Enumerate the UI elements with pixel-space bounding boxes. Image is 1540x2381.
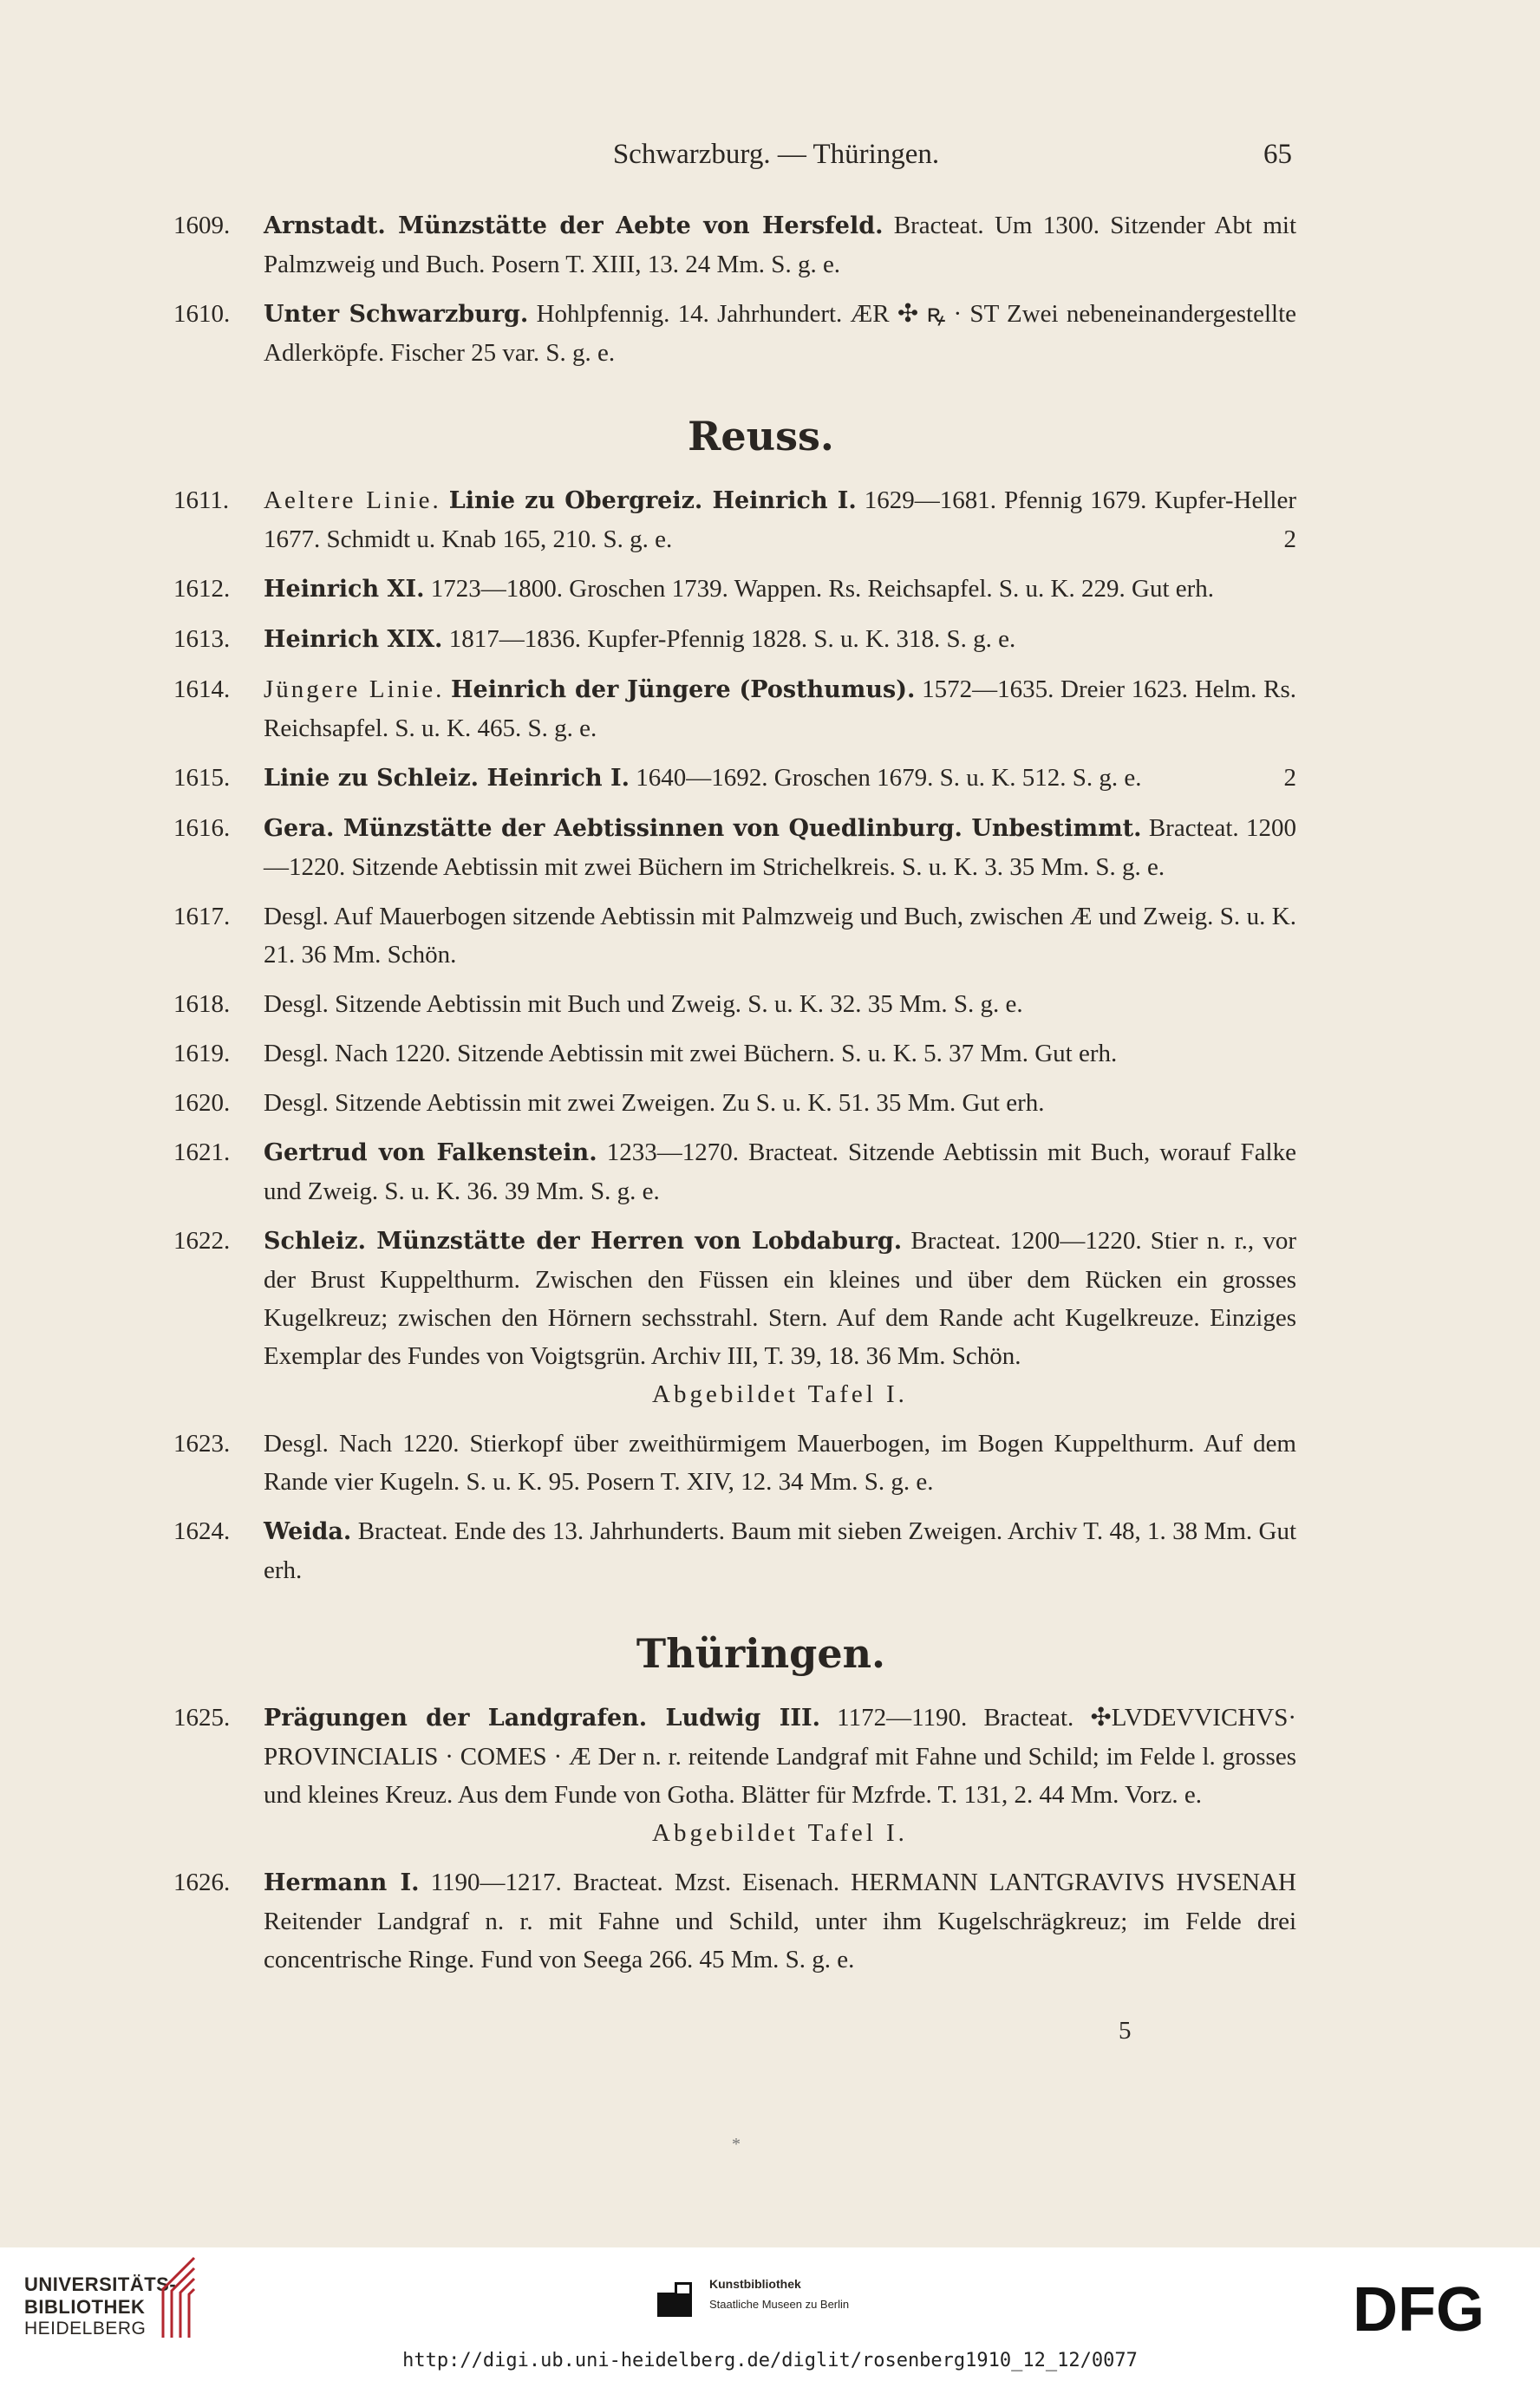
- entry-text: Desgl. Sitzende Aebtissin mit zwei Zweigen. Zu S. u. K. 51. 35 Mm. Gut erh.: [264, 1089, 1045, 1117]
- section-title-thueringen: Thüringen.: [636, 1630, 886, 1677]
- entry-number: 1622.: [173, 1227, 231, 1255]
- entry-text: Jüngere Linie. Heinrich der Jüngere (Posthumus). 1572—1635. Dreier 1623. Helm. Rs. Reichsapfel. S. u. K. 465. S. g. e.: [264, 675, 1296, 742]
- entry-number: 1619.: [173, 1040, 231, 1067]
- running-title: Schwarzburg. — Thüringen.: [612, 139, 940, 170]
- margin-mark: *: [732, 2135, 741, 2154]
- catalog-entry: [173, 295, 1296, 372]
- catalog-entry: [173, 985, 1296, 1023]
- entry-text: Gera. Münzstätte der Aebtissinnen von Quedlinburg. Unbestimmt. Bracteat. 1200—1220. Sitzende Aebtissin mit zwei Büchern im Strichelkreis. S. u. K. 3. 35 Mm. S. g. e.: [264, 814, 1296, 881]
- catalog-entry: [173, 1425, 1296, 1501]
- dfg-logo-text: DFG: [1353, 2277, 1485, 2338]
- entry-number: 1617.: [173, 903, 231, 930]
- entry-number: 1614.: [173, 675, 231, 703]
- dfg-logo[interactable]: [1353, 2277, 1517, 2338]
- entries-thueringen: [173, 1699, 1296, 1979]
- entry-text: Desgl. Sitzende Aebtissin mit Buch und Zweig. S. u. K. 32. 35 Mm. S. g. e.: [264, 990, 1023, 1018]
- entries-schwarzburg: [173, 206, 1296, 372]
- catalog-entry: [173, 809, 1296, 886]
- entry-number: 1612.: [173, 575, 231, 603]
- uni-logo-line1: UNIVERSITÄTS-: [24, 2273, 177, 2295]
- uni-logo-line2: BIBLIOTHEK: [24, 2296, 146, 2318]
- permalink-url[interactable]: http://digi.ub.uni-heidelberg.de/diglit/rosenberg1910_12_12/0077: [402, 2350, 1138, 2371]
- catalog-entry: [173, 759, 1296, 798]
- entries-reuss: [173, 481, 1296, 1589]
- entry-number: 1626.: [173, 1869, 231, 1896]
- entry-text: Heinrich XI. 1723—1800. Groschen 1739. Wappen. Rs. Reichsapfel. S. u. K. 229. Gut erh.: [264, 575, 1215, 603]
- entry-number: 1610.: [173, 300, 231, 328]
- entry-text: Heinrich XIX. 1817—1836. Kupfer-Pfennig 1828. S. u. K. 318. S. g. e.: [264, 625, 1016, 653]
- entry-number: 1613.: [173, 625, 231, 653]
- catalog-entry: [173, 1084, 1296, 1122]
- entry-number: 1618.: [173, 990, 231, 1018]
- catalog-entry: [173, 620, 1296, 659]
- entry-text: Schleiz. Münzstätte der Herren von Lobdaburg. Bracteat. 1200—1220. Stier n. r., vor der Brust Kuppelthurm. Zwischen den Füssen ein kleines und über dem Rücken ein grosses Kugelkreuz; zwischen den Hörnern sechsstrahl. Stern. Auf dem Rande acht Kugelkreuze. Einziges Exemplar des Fundes von Voigtsgrün. Archiv III, T. 39, 18. 36 Mm. Schön. Abgebildet Tafel I.: [264, 1227, 1297, 1408]
- entry-text: Desgl. Nach 1220. Stierkopf über zweithürmigem Mauerbogen, im Bogen Kuppelthurm. Auf dem Rande vier Kugeln. S. u. K. 95. Posern T. XIV, 12. 34 Mm. S. g. e.: [264, 1430, 1296, 1496]
- entry-number: 1609.: [173, 212, 231, 239]
- catalog-entry: [173, 897, 1296, 974]
- entry-number: 1624.: [173, 1517, 231, 1545]
- entry-text: Desgl. Auf Mauerbogen sitzende Aebtissin mit Palmzweig und Buch, zwischen Æ und Zweig. S. u. K. 21. 36 Mm. Schön.: [264, 903, 1296, 969]
- entry-number: 1616.: [173, 814, 231, 842]
- catalog-entry: [173, 206, 1296, 284]
- kunstbibliothek-title: Kunstbibliothek: [709, 2277, 801, 2291]
- kunstbibliothek-subtitle: Staatliche Museen zu Berlin: [709, 2298, 850, 2311]
- catalog-entry: [173, 481, 1296, 558]
- catalog-entry: [173, 570, 1296, 609]
- entry-text: Prägungen der Landgrafen. Ludwig III. 1172—1190. Bracteat. ✣LVDEVVICHVS· PROVINCIALIS · COMES · Æ Der n. r. reitende Landgraf mit Fahne und Schild; im Felde l. grosses und kleines Kreuz. Aus dem Funde von Gotha. Blätter für Mzfrde. T. 131, 2. 44 Mm. Vorz. e. Abgebildet Tafel I.: [264, 1704, 1296, 1847]
- entry-text: Arnstadt. Münzstätte der Aebte von Hersfeld. Bracteat. Um 1300. Sitzender Abt mit Palmzweig und Buch. Posern T. XIII, 13. 24 Mm. S. g. e.: [264, 212, 1297, 278]
- entry-text: Linie zu Schleiz. Heinrich I. 1640—1692. Groschen 1679. S. u. K. 512. S. g. e. 2: [264, 764, 1296, 792]
- footer-bar: [0, 2247, 1540, 2381]
- page-signature: 5: [1119, 2017, 1132, 2045]
- uni-logo-icon: [154, 2254, 198, 2339]
- catalog-entry: [173, 1512, 1296, 1589]
- entry-number: 1621.: [173, 1138, 231, 1166]
- entry-number: 1615.: [173, 764, 231, 792]
- entry-number: 1625.: [173, 1704, 231, 1732]
- entry-number: 1620.: [173, 1089, 231, 1117]
- catalog-entry: [173, 670, 1296, 747]
- catalog-entry: [173, 1222, 1296, 1413]
- entry-text: Weida. Bracteat. Ende des 13. Jahrhunderts. Baum mit sieben Zweigen. Archiv T. 48, 1. 38 Mm. Gut erh.: [264, 1517, 1296, 1584]
- section-title-reuss: Reuss.: [688, 413, 834, 460]
- catalog-entry: [173, 1133, 1296, 1210]
- entry-text: Unter Schwarzburg. Hohlpfennig. 14. Jahrhundert. ÆR ✣ ꝶ · ST Zwei nebeneinandergestellte Adlerköpfe. Fischer 25 var. S. g. e.: [264, 300, 1296, 367]
- entry-number: 1623.: [173, 1430, 231, 1458]
- catalog-entry: [173, 1863, 1296, 1979]
- catalog-entry: [173, 1699, 1296, 1852]
- university-library-logo[interactable]: [24, 2273, 176, 2339]
- kunstbibliothek-icon: [656, 2280, 694, 2319]
- entry-text: Hermann I. 1190—1217. Bracteat. Mzst. Eisenach. HERMANN LANTGRAVIVS HVSENAH Reitender Landgraf n. r. mit Fahne und Schild, unter ihm Kugelschrägkreuz; im Felde drei concentrische Ringe. Fund von Seega 266. 45 Mm. S. g. e.: [264, 1869, 1297, 1973]
- page-number: 65: [1263, 139, 1292, 170]
- catalog-entry: [173, 1034, 1296, 1073]
- catalog-content: [173, 206, 1296, 1990]
- entry-number: 1611.: [173, 486, 230, 514]
- entry-text: Desgl. Nach 1220. Sitzende Aebtissin mit zwei Büchern. S. u. K. 5. 37 Mm. Gut erh.: [264, 1040, 1118, 1067]
- entry-text: Aeltere Linie. Linie zu Obergreiz. Heinrich I. 1629—1681. Pfennig 1679. Kupfer-Heller 1677. Schmidt u. Knab 165, 210. S. g. e. 2: [264, 486, 1297, 553]
- uni-logo-line3: HEIDELBERG: [24, 2319, 147, 2339]
- page-header: [260, 139, 1292, 171]
- entry-text: Gertrud von Falkenstein. 1233—1270. Bracteat. Sitzende Aebtissin mit Buch, worauf Falke und Zweig. S. u. K. 36. 39 Mm. S. g. e.: [264, 1138, 1296, 1205]
